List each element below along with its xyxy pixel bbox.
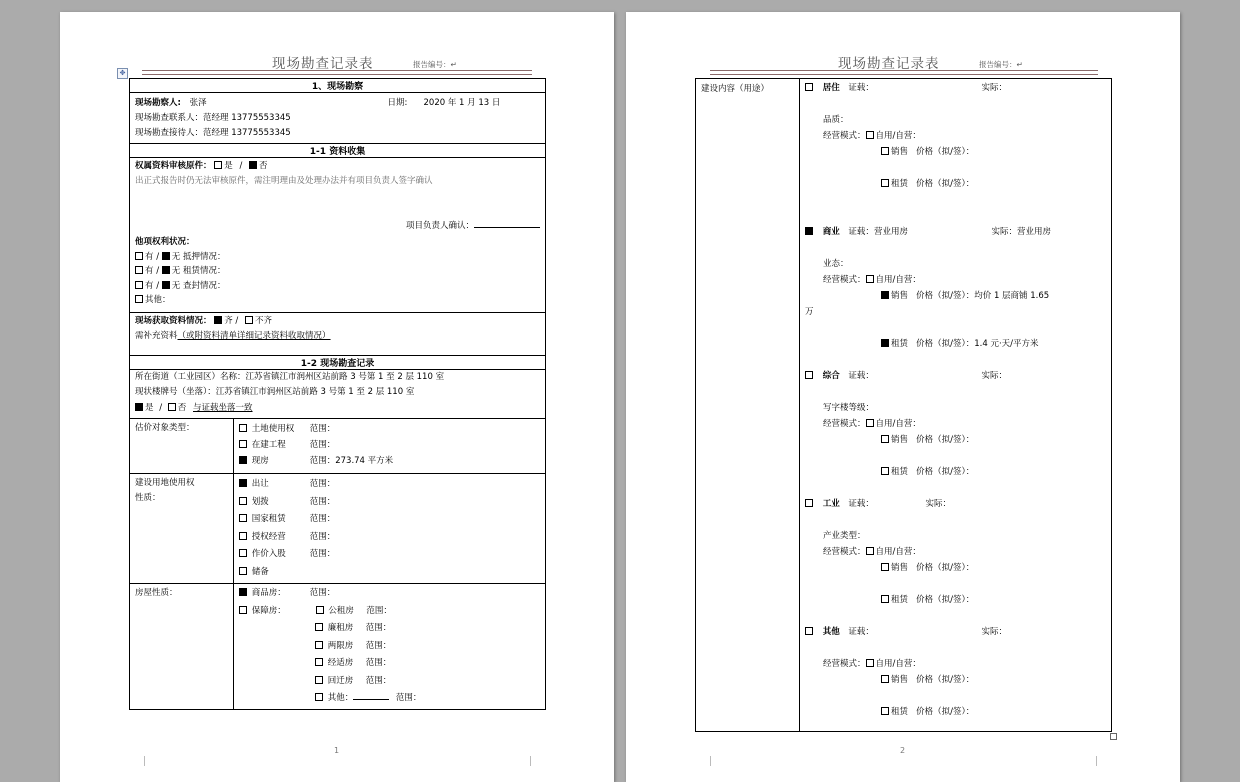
checkbox-icon[interactable] [135, 295, 143, 303]
checkbox-icon[interactable] [866, 131, 874, 139]
checkbox-icon[interactable] [866, 547, 874, 555]
property-docs-label: 权属资料审核原件： [135, 161, 212, 171]
house-nature-label: 房屋性质： [135, 588, 178, 598]
checkbox-icon[interactable] [239, 424, 247, 432]
land-use-equity: 作价入股 范围： [239, 546, 540, 564]
pm-confirm-label: 项目负责人确认： [406, 220, 475, 231]
survey-table-page2: 建设内容（用途） 居住 证载： 实际： 品质： 经营模式： 自用/自营： 销售 价格（拟/签）： 租赁 价格（拟/签）： 商业 证载：营业用房 实际：营业用房 业态： 经营模式： 自用/自营： 销售 价格（拟/签）：均价 1 层商铺 1.65 万 租赁 价格（拟/签）：1.4 元·天/平方米 综合 证载： 实际： 写字楼等级： 经营模式： 自用/自营： 销售 价格（拟/签）： 租赁 价格（拟/签）： 工业 证载： 实际： 产业类型： 经营模式： 自用/自营： 销售 价格（拟/签）： 租赁 价格（拟/签）： 其他 证载： 实际： 经营模式： 自用/自营： 销售 价格（拟/签）： 租赁 价格（拟/签）： [695, 78, 1112, 732]
checkbox-checked-icon[interactable] [239, 456, 247, 464]
yes-checkbox-icon[interactable] [214, 161, 222, 169]
commercial-actual-value: 营业用房 [1017, 227, 1052, 237]
industrial-label: 工业 [822, 499, 840, 509]
land-use-allocation: 划拨 范围： [239, 494, 540, 512]
surveyor-row [135, 95, 540, 111]
no-checkbox-checked-icon[interactable] [249, 161, 257, 169]
checkbox-icon[interactable] [881, 707, 889, 715]
header-title: 现场勘查记录表 [838, 56, 940, 72]
commercial-rent-price: 1.4 元·天/平方米 [974, 339, 1039, 349]
complete-checkbox-checked-icon[interactable] [214, 316, 222, 324]
incomplete-checkbox-icon[interactable] [245, 316, 253, 324]
valuation-type-construction: 在建工程 范围： [239, 437, 540, 453]
valuation-type-label: 估价对象类型： [135, 423, 195, 433]
checkbox-checked-icon[interactable] [881, 339, 889, 347]
checkbox-icon[interactable] [315, 641, 323, 649]
checkbox-icon[interactable] [315, 676, 323, 684]
date-value: 2020 年 1 月 13 日 [423, 98, 501, 108]
section-1-2-title: 1-2 现场勘查记录 [130, 356, 546, 370]
seizure-label: 查封情况： [183, 280, 226, 291]
incomplete-label: 不齐 [255, 315, 273, 326]
header-rule [710, 70, 1098, 75]
current-address: 现状楼牌号（坐落）：江苏省镇江市润州区站前路 3 号第 1 至 2 层 110 室 [135, 387, 415, 397]
surveyor-name: 张泽 [189, 98, 207, 108]
affordable-type-row: 回迁房 范围： [239, 673, 540, 691]
checkbox-icon[interactable] [866, 659, 874, 667]
page-number: 1 [334, 746, 340, 755]
checkbox-icon[interactable] [135, 266, 143, 274]
commercial-label: 商业 [822, 227, 840, 237]
date-label: 日期: [387, 98, 408, 108]
land-use-nature-label: 性质： [135, 492, 161, 503]
affordable-type-row: 廉租房 范围： [239, 620, 540, 638]
format-label: 业态： [823, 259, 849, 269]
other-type-row: 其他： 范围： [239, 690, 540, 708]
header-report-code: 报告编号：↵ [979, 60, 1023, 69]
survey-table-page1: 1、现场勘察 现场勘察人: 张泽 日期: 2020 年 1 月 13 日 现场勘查联系人：范经理 13775553345 现场勘查接待人：范经理 13775553345 1-1 资料收集 权属资料审核原件： 是 / 否 出正式报告时仍无法审核原件，需注明理由及处理办法并有项目负责人签字确认 项目负责人确认： 他项权利状况： 有 / 无 抵押情况： 有 / 无 租赁情况： 有 / 无 查封情况： 其他： 现场获取资料情况： 齐 / 不齐 需补充资料（或附资料清单详细记录资料收取情况） 1-2 现场勘查记录 所在街道（工业园区）名称：江苏省镇江市润州区站前路 3 号第 1 至 2 层 110 室 现状楼牌号（坐落）：江苏省镇江市润州区站前路 3 号第 1 至 2 层 110 室 是 / 否 与证载坐落一致 估价对象类型： 土地使用权 范围： 在建工程 范围： 现房 范围：273.74 平方米 建设用地使用权 性质： 出让 范围： 划拨 范围： 国家租赁 范围： 授权经营 范围： 作价入股 范围： 储备 房屋性质： 商品房： 范围： 保障房： 公租房 范围： 廉租房 范围： 两限房 范围： 经适房 范围： 回迁房 范围： 其他： 范围： [129, 78, 546, 710]
yes-checkbox-checked-icon[interactable] [135, 403, 143, 411]
pm-signature-field[interactable] [474, 227, 540, 228]
commercial-sale-unit: 万 [805, 307, 814, 317]
checkbox-icon[interactable] [239, 440, 247, 448]
lease-label: 租赁情况： [183, 266, 226, 276]
other-type-field[interactable] [353, 699, 389, 700]
checkbox-icon[interactable] [881, 595, 889, 603]
document-page-2 [626, 12, 1180, 782]
checkbox-icon[interactable] [881, 435, 889, 443]
land-use-lease: 国家租赁 范围： [239, 511, 540, 529]
yes-label: 是 [224, 161, 233, 171]
checkbox-icon[interactable] [239, 514, 247, 522]
affordable-type-row: 两限房 范围： [239, 638, 540, 656]
others-checkbox-icon[interactable] [805, 627, 813, 635]
checkbox-icon[interactable] [881, 563, 889, 571]
others-label: 其他 [822, 627, 840, 637]
other-label: 其他： [145, 295, 171, 305]
checkbox-icon[interactable] [239, 497, 247, 505]
checkbox-icon[interactable] [881, 467, 889, 475]
land-use-reserve: 储备 [239, 564, 540, 582]
table-resize-handle-icon[interactable] [1110, 733, 1117, 740]
checkbox-icon[interactable] [135, 281, 143, 289]
composite-checkbox-icon[interactable] [805, 371, 813, 379]
commercial-cert-value: 营业用房 [873, 227, 908, 237]
composite-label: 综合 [822, 371, 840, 381]
checkbox-checked-icon[interactable] [881, 291, 889, 299]
surveyor-label: 现场勘察人: [135, 98, 181, 108]
checkbox-icon[interactable] [239, 567, 247, 575]
document-page-1 [60, 12, 614, 782]
valuation-type-land: 土地使用权 范围： [239, 421, 540, 437]
checkbox-icon[interactable] [881, 179, 889, 187]
no-label: 否 [259, 161, 268, 171]
commercial-checkbox-checked-icon[interactable] [805, 227, 813, 235]
page-number: 2 [900, 746, 906, 755]
affordable-house-row: 保障房： 公租房 范围： [239, 603, 540, 621]
checkbox-checked-icon[interactable] [162, 252, 170, 260]
consistent-label: 与证载坐落一致 [193, 403, 253, 413]
header-title: 现场勘查记录表 [272, 56, 374, 72]
header-rule [142, 70, 532, 75]
checkbox-icon[interactable] [316, 606, 324, 614]
industry-type-label: 产业类型： [823, 531, 866, 541]
checkbox-icon[interactable] [315, 623, 323, 631]
residential-label: 居住 [822, 83, 840, 93]
quality-label: 品质： [823, 115, 849, 125]
checkbox-icon[interactable] [866, 275, 874, 283]
industrial-checkbox-icon[interactable] [805, 499, 813, 507]
on-site-docs-label: 现场获取资料情况： [135, 315, 212, 326]
reception-person: 现场勘查接待人：范经理 13775553345 [135, 127, 291, 138]
land-use-authorized: 授权经营 范围： [239, 529, 540, 547]
checkbox-checked-icon[interactable] [162, 266, 170, 274]
checkbox-checked-icon[interactable] [162, 281, 170, 289]
supplement-note: （或附资料清单详细记录资料收取情况） [177, 330, 331, 341]
valuation-type-existing: 现房 范围：273.74 平方米 [239, 453, 540, 469]
checkbox-icon[interactable] [866, 419, 874, 427]
table-move-handle-icon[interactable]: ✥ [117, 68, 128, 79]
checkbox-icon[interactable] [881, 147, 889, 155]
checkbox-icon[interactable] [315, 693, 323, 701]
street-address: 所在街道（工业园区）名称：江苏省镇江市润州区站前路 3 号第 1 至 2 层 110 室 [135, 372, 445, 382]
commercial-sale-price: 均价 1 层商铺 1.65 [974, 291, 1050, 301]
checkbox-icon[interactable] [881, 675, 889, 683]
checkbox-icon[interactable] [239, 532, 247, 540]
property-docs-note: 出正式报告时仍无法审核原件，需注明理由及处理办法并有项目负责人签字确认 [135, 176, 433, 186]
checkbox-icon[interactable] [315, 658, 323, 666]
office-grade-label: 写字楼等级： [823, 403, 875, 413]
checkbox-checked-icon[interactable] [239, 479, 247, 487]
mortgage-label: 抵押情况： [183, 251, 226, 262]
other-rights-label: 他项权利状况： [135, 237, 195, 247]
content-label: 建设内容（用途） [701, 84, 770, 94]
contact-person: 现场勘查联系人：范经理 13775553345 [135, 113, 291, 123]
complete-label: 齐 / [224, 315, 239, 326]
checkbox-icon[interactable] [135, 252, 143, 260]
checkbox-icon[interactable] [239, 549, 247, 557]
supplement-label: 需补充资料 [135, 330, 178, 341]
land-use-transfer: 出让 范围： [239, 476, 540, 494]
header-report-code: 报告编号：↵ [413, 60, 457, 69]
land-use-label: 建设用地使用权 [135, 478, 195, 488]
residential-checkbox-icon[interactable] [805, 83, 813, 91]
section-1-title: 1、现场勘察 [130, 79, 546, 93]
checkbox-icon[interactable] [239, 606, 247, 614]
no-checkbox-icon[interactable] [168, 403, 176, 411]
commercial-house-row: 商品房： 范围： [239, 585, 540, 603]
section-1-1-title: 1-1 资料收集 [130, 144, 546, 158]
affordable-type-row: 经适房 范围： [239, 655, 540, 673]
checkbox-checked-icon[interactable] [239, 588, 247, 596]
